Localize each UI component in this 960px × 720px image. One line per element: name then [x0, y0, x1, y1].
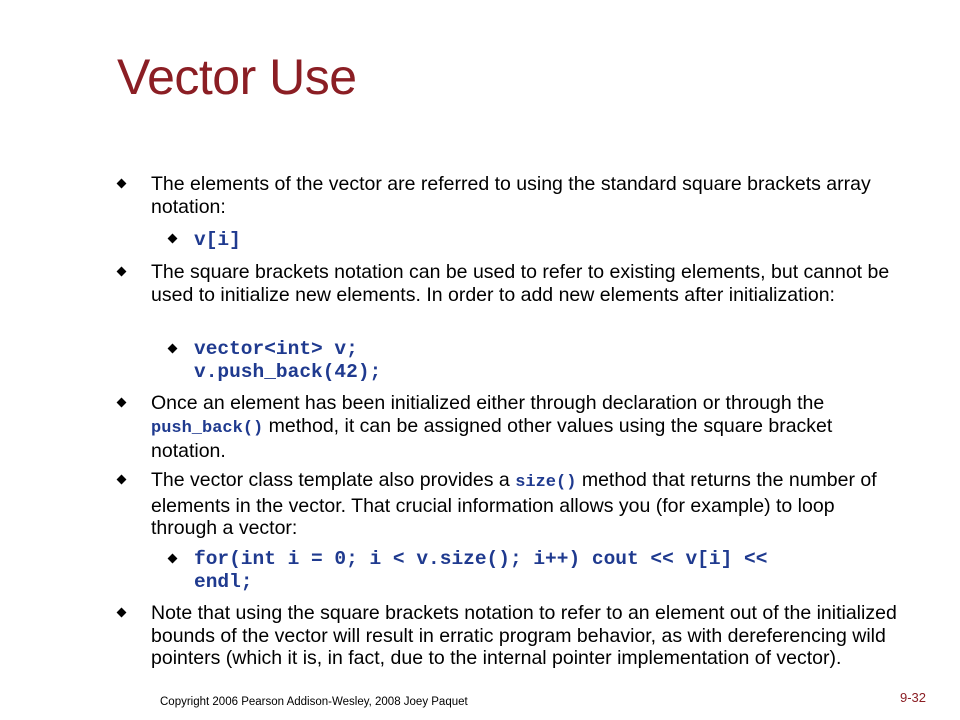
page-number: 9-32	[899, 690, 926, 705]
sub-bullet-item	[194, 228, 960, 252]
sub-bullet-item	[194, 548, 960, 593]
bullet-item	[151, 602, 911, 670]
bullet-item	[151, 469, 891, 540]
diamond-bullet-icon	[168, 234, 178, 244]
bullet-text: Once an element has been initialized either through declaration or through the	[151, 392, 825, 414]
copyright-footer: Copyright 2006 Pearson Addison-Wesley, 2008 Joey Paquet	[160, 696, 468, 708]
bullet-text: method, it can be assigned other values using the square bracket notation.	[151, 414, 833, 462]
code-snippet: v[i]	[194, 229, 241, 251]
bullet-item	[151, 392, 891, 463]
code-line: endl;	[194, 570, 253, 593]
diamond-bullet-icon	[117, 475, 127, 485]
code-line: v.push_back(42);	[194, 360, 382, 383]
diamond-bullet-icon	[117, 608, 127, 618]
diamond-bullet-icon	[168, 344, 178, 354]
code-line: vector<int> v;	[194, 338, 358, 360]
slide-title: Vector Use	[117, 49, 357, 105]
bullet-text: Note that using the square brackets notation to refer to an element out of the initialized bounds of the vector will result in erratic program behavior, as with dereferencing wild pointers (which it is, in fact, due to the internal pointer implementation of vector).	[151, 602, 897, 669]
diamond-bullet-icon	[117, 179, 127, 189]
inline-code: size()	[515, 473, 577, 492]
inline-code: push_back()	[151, 418, 264, 438]
sub-bullet-item	[194, 338, 960, 383]
bullet-text: The square brackets notation can be used to refer to existing elements, but cannot be used to initialize new elements. In order to add new elements after initialization:	[151, 261, 890, 306]
diamond-bullet-icon	[117, 398, 127, 408]
bullet-text: method that returns the number of elements in the vector. That crucial information allows you (for example) to loop through a vector:	[151, 469, 877, 539]
code-line: for(int i = 0; i < v.size(); i++) cout << v[i] <<	[194, 548, 768, 570]
bullet-item	[151, 261, 911, 306]
bullet-text: The vector class template also provides a	[151, 469, 510, 491]
diamond-bullet-icon	[168, 554, 178, 564]
diamond-bullet-icon	[117, 267, 127, 277]
bullet-item	[151, 173, 891, 218]
bullet-text: The elements of the vector are referred to using the standard square brackets array notation:	[151, 173, 871, 218]
